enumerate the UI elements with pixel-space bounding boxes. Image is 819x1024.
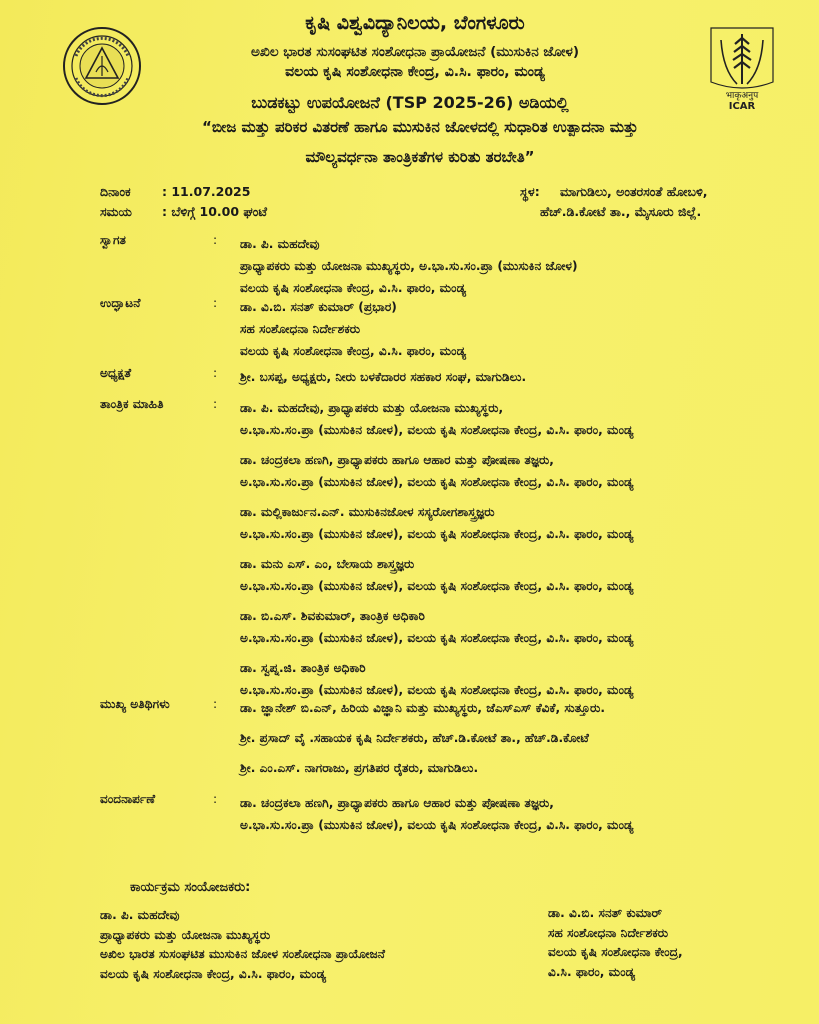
line-spacer [240, 597, 819, 605]
coordinator-left-line: ಅಖಿಲ ಭಾರತ ಸುಸಂಘಟಿತ ಮುಸುಕಿನ ಜೋಳ ಸಂಶೋಧನಾ ಪ್ರಾಯೋಜನೆ [100, 947, 386, 961]
coordinator-right-line: ವಿ.ಸಿ. ಫಾರಂ, ಮಂಡ್ಯ [548, 964, 636, 979]
section-line: ವಲಯ ಕೃಷಿ ಸಂಶೋಧನಾ ಕೇಂದ್ರ, ವಿ.ಸಿ. ಫಾರಂ, ಮಂಡ್ಯ [240, 344, 467, 358]
coordinator-left-line: ಪ್ರಾಧ್ಯಾಪಕರು ಮತ್ತು ಯೋಜನಾ ಮುಖ್ಯಸ್ಥರು [100, 927, 271, 942]
line-spacer [240, 493, 819, 501]
section-line: ಡಾ. ಮಲ್ಲಿಕಾರ್ಜುನ.ಎನ್. ಮುಸುಕಿನಜೋಳ ಸಸ್ಯರೋಗಶಾಸ್ತ್ರಜ್ಞರು [240, 505, 495, 519]
coordinators-title: ಕಾರ್ಯಕ್ರಮ ಸಂಯೋಜಕರು: [130, 880, 251, 895]
place-line-1: ಮಾಗುಡಿಲು, ಅಂತರಸಂತೆ ಹೋಬಳಿ, [560, 184, 708, 199]
section-line: ಡಾ. ಪಿ. ಮಹದೇವು, ಪ್ರಾಧ್ಯಾಪಕರು ಮತ್ತು ಯೋಜನಾ ಮುಖ್ಯಸ್ಥರು, [240, 401, 504, 415]
section-line: ಅ.ಭಾ.ಸು.ಸಂ.ಪ್ರಾ (ಮುಸುಕಿನ ಜೋಳ), ವಲಯ ಕೃಷಿ ಸಂಶೋಧನಾ ಕೇಂದ್ರ, ವಿ.ಸಿ. ಫಾರಂ, ಮಂಡ್ಯ [240, 631, 634, 645]
section-colon: : [213, 296, 218, 310]
section-body [240, 233, 819, 299]
section-line: ಡಾ. ಚಂದ್ರಕಲಾ ಹಣಗಿ, ಪ್ರಾಧ್ಯಾಪಕರು ಹಾಗೂ ಆಹಾರ ಮತ್ತು ಪೋಷಣಾ ತಜ್ಞರು, [240, 796, 554, 810]
place-line-2: ಹೆಚ್.ಡಿ.ಕೋಟೆ ತಾ., ಮೈಸೂರು ಜಿಲ್ಲೆ. [540, 204, 702, 219]
section-line: ಶ್ರೀ. ಎಂ.ಎಸ್. ನಾಗರಾಜು, ಪ್ರಗತಿಪರ ರೈತರು, ಮಾಗುಡಿಲು. [240, 761, 479, 775]
section-line: ಅ.ಭಾ.ಸು.ಸಂ.ಪ್ರಾ (ಮುಸುಕಿನ ಜೋಳ), ವಲಯ ಕೃಷಿ ಸಂಶೋಧನಾ ಕೇಂದ್ರ, ವಿ.ಸಿ. ಫಾರಂ, ಮಂಡ್ಯ [240, 475, 634, 489]
section-line: ಡಾ. ಚಂದ್ರಕಲಾ ಹಣಗಿ, ಪ್ರಾಧ್ಯಾಪಕರು ಹಾಗೂ ಆಹಾರ ಮತ್ತು ಪೋಷಣಾ ತಜ್ಞರು, [240, 453, 554, 467]
section-line: ಶ್ರೀ. ಪ್ರಸಾದ್ ವೈ .ಸಹಾಯಕ ಕೃಷಿ ನಿರ್ದೇಶಕರು, ಹೆಚ್.ಡಿ.ಕೋಟೆ ತಾ., ಹೆಚ್.ಡಿ.ಕೋಟೆ [240, 731, 589, 745]
section-body [240, 296, 819, 362]
project-name: ಅಖಿಲ ಭಾರತ ಸುಸಂಘಟಿತ ಸಂಶೋಧನಾ ಪ್ರಾಯೋಜನೆ (ಮುಸುಕಿನ ಜೋಳ) [250, 44, 580, 60]
section-colon: : [213, 397, 218, 411]
line-spacer [240, 545, 819, 553]
title-line-2: “ಬೀಜ ಮತ್ತು ಪರಿಕರ ವಿತರಣೆ ಹಾಗೂ ಮುಸುಕಿನ ಜೋಳದಲ್ಲಿ ಸುಧಾರಿತ ಉತ್ಪಾದನಾ ಮತ್ತು [201, 118, 638, 136]
section-line: ಶ್ರೀ. ಬಸಪ್ಪ, ಅಧ್ಯಕ್ಷರು, ನೀರು ಬಳಕೆದಾರರ ಸಹಕಾರ ಸಂಘ, ಮಾಗುಡಿಲು. [240, 370, 527, 384]
line-spacer [240, 719, 819, 727]
section-line: ಅ.ಭಾ.ಸು.ಸಂ.ಪ್ರಾ (ಮುಸುಕಿನ ಜೋಳ), ವಲಯ ಕೃಷಿ ಸಂಶೋಧನಾ ಕೇಂದ್ರ, ವಿ.ಸಿ. ಫಾರಂ, ಮಂಡ್ಯ [240, 683, 634, 697]
icar-text: ICAR [728, 101, 756, 112]
section-body [240, 697, 819, 779]
line-spacer [240, 649, 819, 657]
coordinator-left-line: ವಲಯ ಕೃಷಿ ಸಂಶೋಧನಾ ಕೇಂದ್ರ, ವಿ.ಸಿ. ಫಾರಂ, ಮಂಡ್ಯ [100, 966, 327, 981]
section-line: ಡಾ. ಜ್ಞಾನೇಶ್ ಬಿ.ಎನ್, ಹಿರಿಯ ವಿಜ್ಞಾನಿ ಮತ್ತು ಮುಖ್ಯಸ್ಥರು, ಜೆಎಸ್‌ಎಸ್ ಕೆವಿಕೆ, ಸುತ್ತೂರು. [240, 701, 605, 715]
time-label: ಸಮಯ [100, 204, 132, 219]
coordinator-left [100, 906, 385, 984]
section-line: ಡಾ. ಪಿ. ಮಹದೇವು [240, 237, 320, 251]
section-line: ಡಾ. ಮನು ಎಸ್. ಎಂ, ಬೇಸಾಯ ಶಾಸ್ತ್ರಜ್ಞರು [240, 557, 415, 571]
section-body [240, 397, 819, 701]
time-value: : ಬೆಳಿಗ್ಗೆ 10.00 ಘಂಟೆ [162, 204, 268, 219]
section-line: ಡಾ. ವಿ.ಬಿ. ಸನತ್ ಕುಮಾರ್ (ಪ್ರಭಾರ) [240, 300, 397, 314]
section-label: ತಾಂತ್ರಿಕ ಮಾಹಿತಿ [100, 397, 164, 411]
line-spacer [240, 441, 819, 449]
line-spacer [240, 749, 819, 757]
coordinator-right [548, 904, 683, 982]
section-colon: : [213, 697, 218, 711]
coordinator-right-line: ಸಹ ಸಂಶೋಧನಾ ನಿರ್ದೇಶಕರು [548, 925, 669, 940]
coordinator-right-line: ವಲಯ ಕೃಷಿ ಸಂಶೋಧನಾ ಕೇಂದ್ರ, [548, 945, 683, 959]
coordinator-right-line: ಡಾ. ವಿ.ಬಿ. ಸನತ್ ಕುಮಾರ್ [548, 906, 663, 920]
section-line: ಡಾ. ಬಿ.ಎಸ್. ಶಿವಕುಮಾರ್, ತಾಂತ್ರಿಕ ಅಧಿಕಾರಿ [240, 609, 425, 623]
section-colon: : [213, 366, 218, 380]
section-label: ಅಧ್ಯಕ್ಷತೆ [100, 366, 132, 380]
section-line: ಪ್ರಾಧ್ಯಾಪಕರು ಮತ್ತು ಯೋಜನಾ ಮುಖ್ಯಸ್ಥರು, ಅ.ಭಾ.ಸು.ಸಂ.ಪ್ರಾ (ಮುಸುಕಿನ ಜೋಳ) [240, 259, 578, 273]
section-colon: : [213, 233, 218, 247]
place-label: ಸ್ಥಳ: [520, 184, 540, 199]
coordinator-left-line: ಡಾ. ಪಿ. ಮಹದೇವು [100, 908, 180, 922]
icar-logo [703, 20, 781, 112]
date-label: ದಿನಾಂಕ [100, 184, 131, 199]
section-label: ಮುಖ್ಯ ಅತಿಥಿಗಳು [100, 697, 170, 711]
section-line: ವಲಯ ಕೃಷಿ ಸಂಶೋಧನಾ ಕೇಂದ್ರ, ವಿ.ಸಿ. ಫಾರಂ, ಮಂಡ್ಯ [240, 281, 467, 295]
date-value: : 11.07.2025 [162, 184, 251, 199]
university-name: ಕೃಷಿ ವಿಶ್ವವಿದ್ಯಾನಿಲಯ, ಬೆಂಗಳೂರು [305, 12, 525, 34]
icar-hindi-text: भाकृअनुप [725, 91, 759, 101]
title-line-1: ಬುಡಕಟ್ಟು ಉಪಯೋಜನೆ (TSP 2025-26) ಅಡಿಯಲ್ಲಿ [251, 93, 569, 112]
section-line: ಅ.ಭಾ.ಸು.ಸಂ.ಪ್ರಾ (ಮುಸುಕಿನ ಜೋಳ), ವಲಯ ಕೃಷಿ ಸಂಶೋಧನಾ ಕೇಂದ್ರ, ವಿ.ಸಿ. ಫಾರಂ, ಮಂಡ್ಯ [240, 423, 634, 437]
section-label: ವಂದನಾರ್ಪಣೆ [100, 792, 156, 806]
section-body [240, 366, 819, 388]
section-line: ಅ.ಭಾ.ಸು.ಸಂ.ಪ್ರಾ (ಮುಸುಕಿನ ಜೋಳ), ವಲಯ ಕೃಷಿ ಸಂಶೋಧನಾ ಕೇಂದ್ರ, ವಿ.ಸಿ. ಫಾರಂ, ಮಂಡ್ಯ [240, 579, 634, 593]
section-line: ಅ.ಭಾ.ಸು.ಸಂ.ಪ್ರಾ (ಮುಸುಕಿನ ಜೋಳ), ವಲಯ ಕೃಷಿ ಸಂಶೋಧನಾ ಕೇಂದ್ರ, ವಿ.ಸಿ. ಫಾರಂ, ಮಂಡ್ಯ [240, 818, 634, 832]
section-line: ಅ.ಭಾ.ಸು.ಸಂ.ಪ್ರಾ (ಮುಸುಕಿನ ಜೋಳ), ವಲಯ ಕೃಷಿ ಸಂಶೋಧನಾ ಕೇಂದ್ರ, ವಿ.ಸಿ. ಫಾರಂ, ಮಂಡ್ಯ [240, 527, 634, 541]
centre-name: ವಲಯ ಕೃಷಿ ಸಂಶೋಧನಾ ಕೇಂದ್ರ, ವಿ.ಸಿ. ಫಾರಂ, ಮಂಡ್ಯ [285, 64, 545, 80]
section-line: ಡಾ. ಸ್ವಪ್ನ.ಜಿ. ತಾಂತ್ರಿಕ ಅಧಿಕಾರಿ [240, 661, 366, 675]
section-body [240, 792, 819, 836]
section-colon: : [213, 792, 218, 806]
section-label: ಸ್ವಾಗತ [100, 233, 127, 247]
title-line-3: ಮೌಲ್ಯವರ್ಧನಾ ತಾಂತ್ರಿಕತೆಗಳ ಕುರಿತು ತರಬೇತಿ” [305, 148, 535, 166]
section-line: ಸಹ ಸಂಶೋಧನಾ ನಿರ್ದೇಶಕರು [240, 322, 361, 336]
section-label: ಉದ್ಘಾಟನೆ [100, 296, 141, 310]
